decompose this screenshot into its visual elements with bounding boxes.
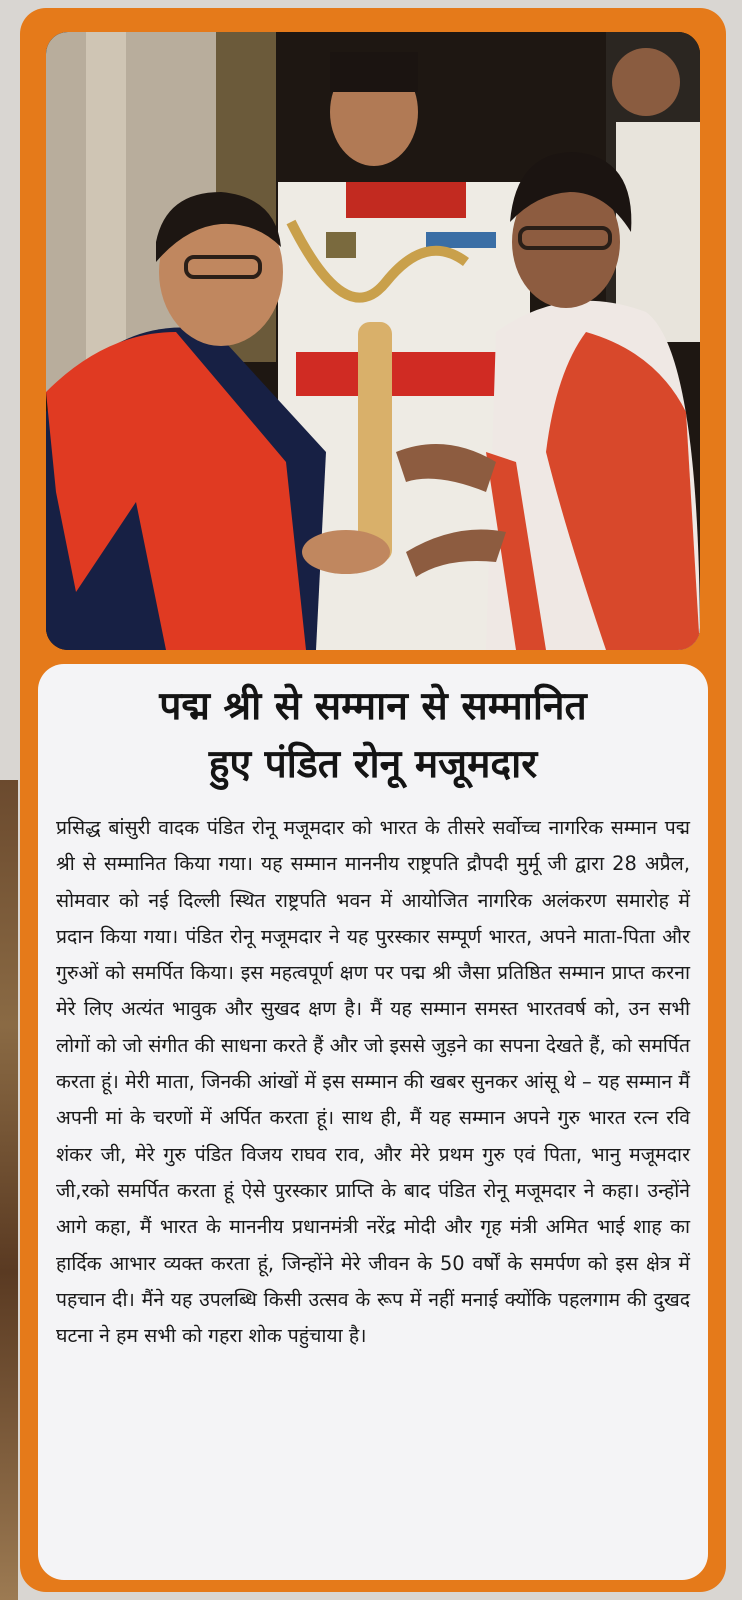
photo-illustration — [46, 32, 700, 650]
headline-line-1: पद्म श्री से सम्मान से सम्मानित — [159, 684, 587, 729]
article-body: प्रसिद्ध बांसुरी वादक पंडित रोनू मजूमदार को भारत के तीसरे सर्वोच्च नागरिक सम्मान पद्म श्री से सम्मानित किया गया। यह सम्मान माननीय राष्ट्रपति द्रौपदी मुर्मू जी द्वारा 28 अप्रैल, सोमवार को नई दिल्ली स्थित राष्ट्रपति भवन में आयोजित नागरिक अलंकरण समारोह में प्रदान किया गया। पंडित रोनू मजूमदार ने यह पुरस्कार सम्पूर्ण भारत, अपने माता-पिता और गुरुओं को समर्पित किया। इस महत्वपूर्ण क्षण पर पद्म श्री जैसा प्रतिष्ठित सम्मान प्राप्त करना मेरे लिए अत्यंत भावुक और सुखद क्षण है। मैं यह सम्मान समस्त भारतवर्ष को, उन सभी लोगों को जो संगीत की साधना करते हैं और जो इससे जुड़ने का सपना देखते हैं, को समर्पित करता हूं। मेरी माता, जिनकी आंखों में इस सम्मान की खबर सुनकर आंसू थे – यह सम्मान मैं अपनी मां के चरणों में अर्पित करता हूं। साथ ही, मैं यह सम्मान अपने गुरु भारत रत्न रवि शंकर जी, मेरे गुरु पंडित विजय राघव राव, और मेरे प्रथम गुरु एवं पिता, भानु मजूमदार जी,रको समर्पित करता हूं ऐसे पुरस्कार प्राप्ति के बाद पंडित रोनू मजूमदार ने कहा। उन्होंने आगे कहा, मैं भारत के माननीय प्रधानमंत्री नरेंद्र मोदी और गृह मंत्री अमित भाई शाह का हार्दिक आभार व्यक्त करता हूं, जिन्होंने मेरे जीवन के 50 वर्षों के समर्पण को इस क्षेत्र में पहचान दी। मैंने यह उपलब्धि किसी उत्सव के रूप में नहीं मनाई क्योंकि पहलगाम की दुखद घटना ने हम सभी को गहरा शोक पहुंचाया है। — [56, 816, 690, 1348]
article-card — [38, 664, 708, 1580]
article-frame — [20, 8, 726, 1592]
award-ceremony-photo — [46, 32, 700, 650]
adjacent-page-edge — [0, 780, 18, 1600]
headline-line-2: हुए पंडित रोनू मजूमदार — [208, 742, 538, 787]
article-headline — [56, 678, 690, 794]
